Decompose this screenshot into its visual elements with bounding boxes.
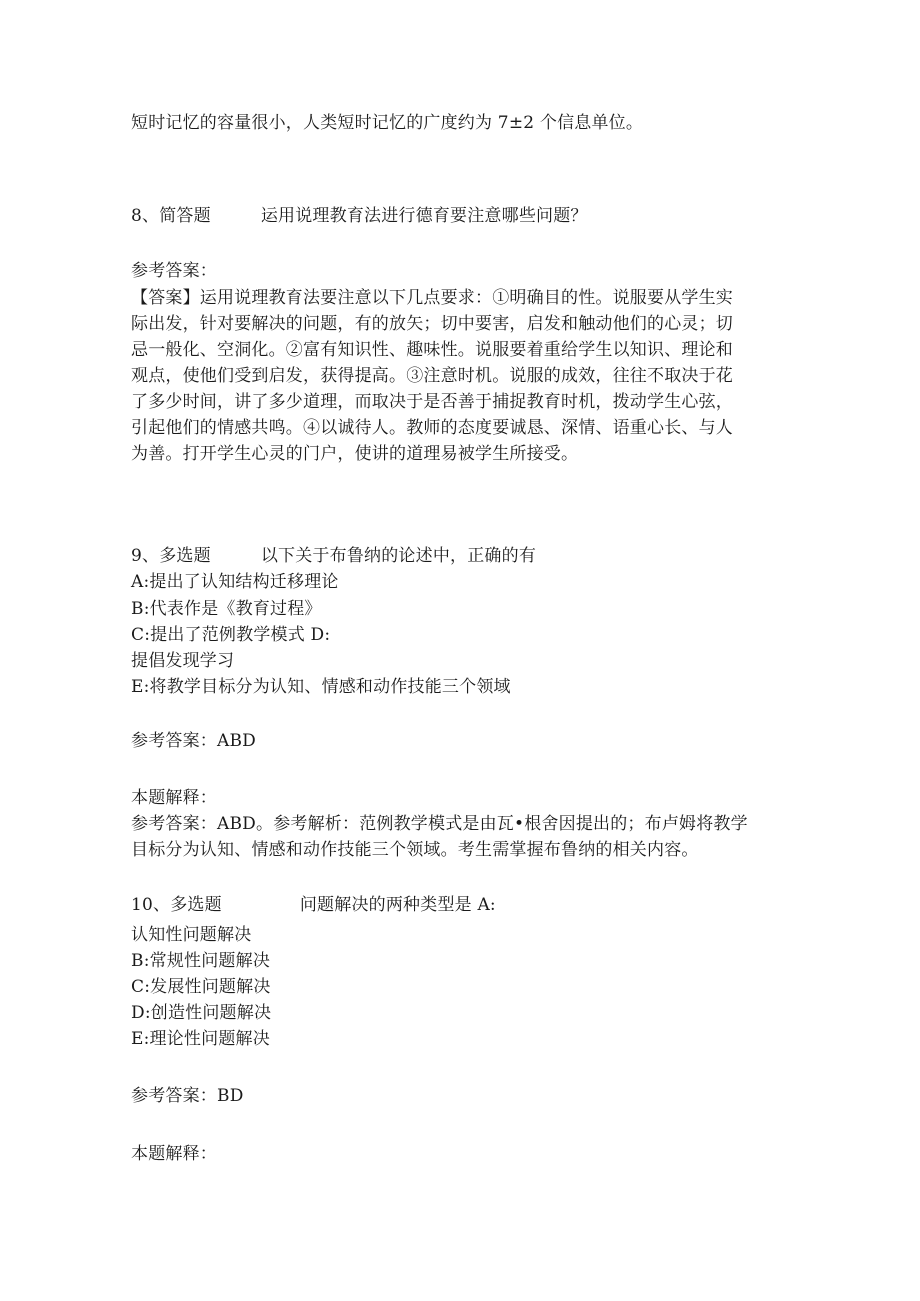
question-10-answer: 参考答案：BD xyxy=(131,1086,244,1106)
question-8-answer-label: 参考答案： xyxy=(131,261,217,281)
question-9-option-e: E:将教学目标分为认知、情感和动作技能三个领域 xyxy=(131,677,511,697)
question-8-answer-line-6: 引起他们的情感共鸣。④以诚待人。教师的态度要诚恳、深情、语重心长、与人 xyxy=(131,418,733,438)
question-8-answer-line-1: 【答案】运用说理教育法要注意以下几点要求：①明确目的性。说服要从学生实 xyxy=(131,288,733,308)
question-9-option-b: B:代表作是《教育过程》 xyxy=(131,599,322,619)
question-9-explanation-line-1: 参考答案：ABD。参考解析：范例教学模式是由瓦•根舍因提出的；布卢姆将教学 xyxy=(131,814,748,834)
question-10-option-b: B:常规性问题解决 xyxy=(131,951,271,971)
question-9-option-c: C:提出了范例教学模式 D: xyxy=(131,625,331,645)
question-10-option-a: 认知性问题解决 xyxy=(131,925,252,945)
question-10-header xyxy=(131,892,496,918)
question-8-number: 8、简答题 xyxy=(131,206,211,226)
intro-text: 短时记忆的容量很小，人类短时记忆的广度约为 7±2 个信息单位。 xyxy=(131,113,644,133)
question-9-option-a: A:提出了认知结构迁移理论 xyxy=(131,572,339,592)
question-8-answer-line-3: 忌一般化、空洞化。②富有知识性、趣味性。说服要着重给学生以知识、理论和 xyxy=(131,340,733,360)
question-8-answer-line-4: 观点，使他们受到启发，获得提高。③注意时机。说服的成效，往往不取决于花 xyxy=(131,366,733,386)
question-8-text: 运用说理教育法进行德育要注意哪些问题？ xyxy=(260,206,588,226)
question-8-answer-line-7: 为善。打开学生心灵的门户，使讲的道理易被学生所接受。 xyxy=(131,444,579,464)
question-10-number: 10、多选题 xyxy=(131,895,222,915)
question-9-header xyxy=(131,543,536,569)
question-9-text: 以下关于布鲁纳的论述中，正确的有 xyxy=(260,546,537,566)
question-10-option-d: D:创造性问题解决 xyxy=(131,1003,272,1023)
question-10-option-c: C:发展性问题解决 xyxy=(131,977,271,997)
question-10-text: 问题解决的两种类型是 A: xyxy=(299,895,496,915)
question-9-option-d: 提倡发现学习 xyxy=(131,651,235,671)
question-8-header xyxy=(131,203,588,229)
question-9-answer: 参考答案：ABD xyxy=(131,731,256,751)
question-10-option-e: E:理论性问题解决 xyxy=(131,1029,270,1049)
question-9-explanation-label: 本题解释： xyxy=(131,788,217,808)
question-10-explanation-label: 本题解释： xyxy=(131,1144,217,1164)
question-9-explanation-line-2: 目标分为认知、情感和动作技能三个领域。考生需掌握布鲁纳的相关内容。 xyxy=(131,840,699,860)
question-8-answer-line-2: 际出发，针对要解决的问题，有的放矢；切中要害，启发和触动他们的心灵；切 xyxy=(131,314,733,334)
question-8-answer-line-5: 了多少时间，讲了多少道理，而取决于是否善于捕捉教育时机，拨动学生心弦， xyxy=(131,392,733,412)
question-9-number: 9、多选题 xyxy=(131,546,211,566)
